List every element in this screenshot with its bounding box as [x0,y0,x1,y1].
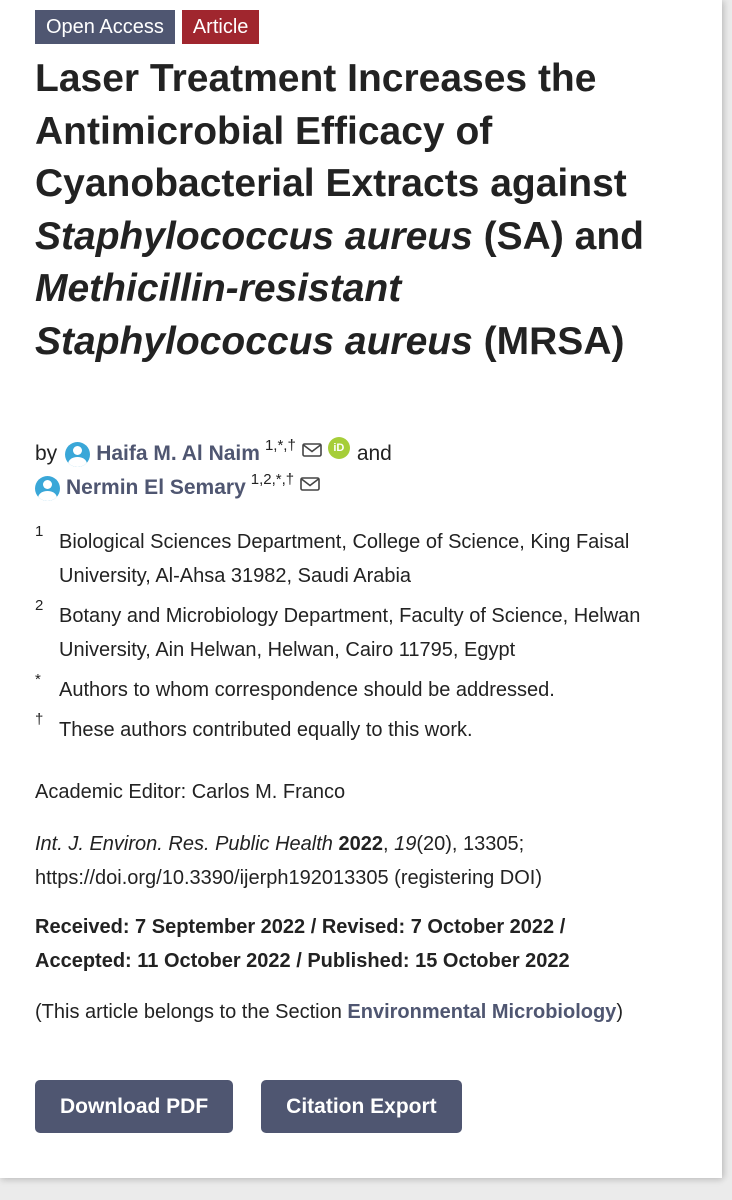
section-suffix: ) [616,1001,623,1023]
author-avatar-icon[interactable] [65,442,90,467]
email-icon[interactable] [300,477,320,491]
affiliation-text: Biological Sciences Department, College of Science, King Faisal University, Al-Ahsa 31982, Saudi Arabia [59,531,630,587]
article-section [35,995,695,1029]
citation-export-button[interactable]: Citation Export [261,1080,462,1133]
badge-row [35,10,259,44]
section-link[interactable]: Environmental Microbiology [347,1001,617,1023]
orcid-icon[interactable]: iD [328,437,350,459]
affiliation-mark: * [35,671,41,688]
title-species-2: Methicillin-resistant Staphylococcus aureus [35,267,473,363]
section-prefix: (This article belongs to the Section [35,1001,348,1023]
and-label: and [356,442,392,465]
affiliation-item [35,673,695,707]
dates-line-2: Accepted: 11 October 2022 / Published: 15 October 2022 [35,950,570,972]
author-avatar-icon[interactable] [35,476,60,501]
affiliation-item [35,525,695,593]
author-affiliation-marks-2: 1,2,*,† [250,471,295,488]
academic-editor: Academic Editor: Carlos M. Franco [35,781,346,803]
affiliation-text: Authors to whom correspondence should be addressed. [59,679,555,701]
publication-dates [35,910,705,978]
author-affiliation-marks-1: 1,*,† [264,437,296,454]
title-text-2: (SA) and [472,214,644,258]
citation: Int. J. Environ. Res. Public Health 2022, 19(20), 13305; https://doi.org/10.3390/ijerph192013305 (registering DOI) [35,833,542,889]
affiliation-mark: † [35,711,44,728]
open-access-badge[interactable]: Open Access [35,10,175,44]
affiliation-item [35,713,695,747]
affiliation-text: These authors contributed equally to this work. [59,719,473,741]
author-list [35,437,695,505]
author-name-2[interactable]: Nermin El Semary [66,476,246,499]
by-label: by [35,442,58,465]
action-buttons [35,1080,462,1133]
author-name-1[interactable]: Haifa M. Al Naim [96,442,260,465]
article-type-badge[interactable]: Article [182,10,260,44]
download-pdf-button[interactable]: Download PDF [35,1080,233,1133]
author-line-2 [35,471,695,505]
affiliation-mark: 2 [35,597,44,614]
citation-volume: 19 [394,833,417,855]
dates-line-1: Received: 7 September 2022 / Revised: 7 October 2022 / [35,916,566,938]
author-line-1 [35,437,695,471]
article-title [35,53,695,368]
title-text-1: Laser Treatment Increases the Antimicrobial Efficacy of Cyanobacterial Extracts against [35,57,627,205]
citation-issue-pages: (20), 13305; [416,833,525,855]
citation-year: 2022 [338,833,383,855]
affiliation-list [35,525,695,753]
affiliation-text: Botany and Microbiology Department, Faculty of Science, Helwan University, Ain Helwan, Helwan, Cairo 11795, Egypt [59,605,641,661]
journal-name: Int. J. Environ. Res. Public Health [35,833,333,855]
affiliation-mark: 1 [35,523,44,540]
title-species-1: Staphylococcus aureus [35,214,473,258]
affiliation-item [35,599,695,667]
email-icon[interactable] [302,443,322,457]
doi-link[interactable]: https://doi.org/10.3390/ijerph192013305 (registering DOI) [35,867,542,889]
title-text-3: (MRSA) [472,319,625,363]
